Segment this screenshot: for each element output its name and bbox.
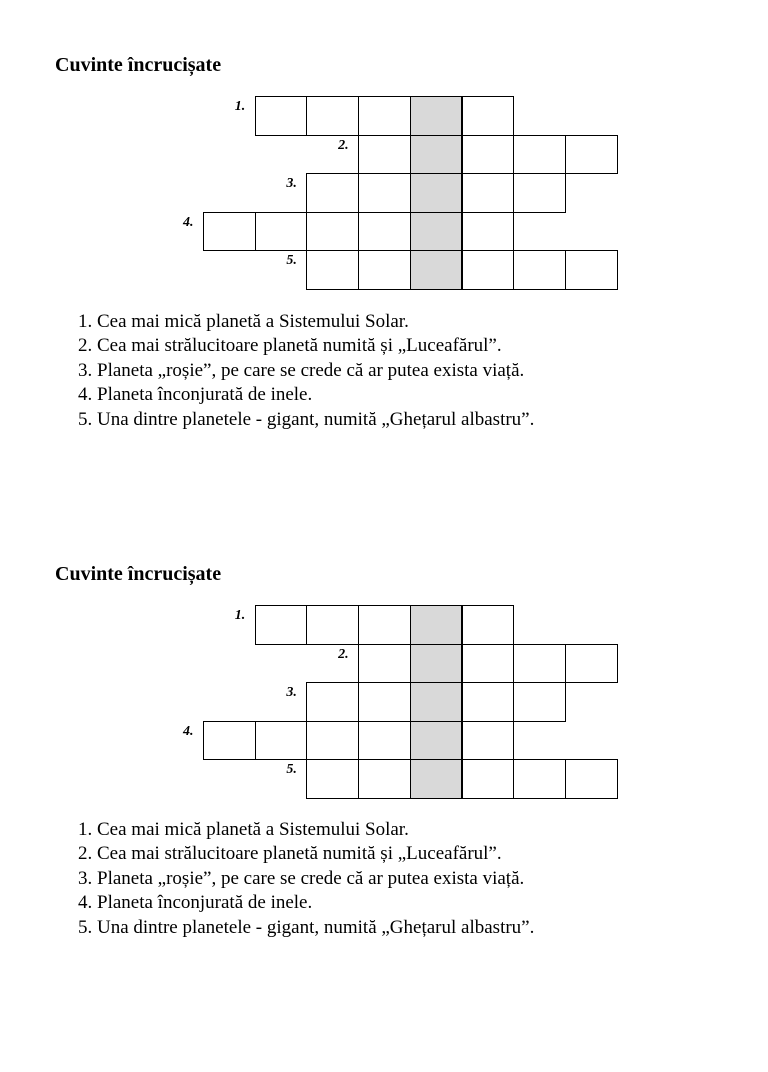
crossword-cell[interactable] xyxy=(358,96,411,136)
crossword-cell[interactable] xyxy=(513,759,566,799)
crossword-cell[interactable] xyxy=(358,173,411,213)
crossword-cell[interactable] xyxy=(255,212,308,252)
row-number: 2. xyxy=(338,137,349,153)
clue-list xyxy=(78,310,534,432)
crossword-cell[interactable] xyxy=(255,721,308,761)
clue-2: 2. Cea mai strălucitoare planetă numită și „Luceafărul”. xyxy=(78,843,502,865)
crossword-key-cell[interactable] xyxy=(410,96,463,136)
row-number: 5. xyxy=(286,253,297,269)
crossword-cell[interactable] xyxy=(462,605,515,645)
crossword-cell[interactable] xyxy=(306,721,359,761)
crossword-cell[interactable] xyxy=(565,135,618,175)
crossword-cell[interactable] xyxy=(203,212,256,252)
crossword-title: Cuvinte încrucișate xyxy=(55,54,222,76)
crossword-cell[interactable] xyxy=(306,173,359,213)
clue-4: 4. Planeta înconjurată de inele. xyxy=(78,384,313,406)
clue-list xyxy=(78,818,534,940)
crossword-cell[interactable] xyxy=(306,605,359,645)
crossword-cell[interactable] xyxy=(255,605,308,645)
crossword-key-cell[interactable] xyxy=(410,721,463,761)
crossword-cell[interactable] xyxy=(462,212,515,252)
crossword-cell[interactable] xyxy=(358,250,411,290)
crossword-key-cell[interactable] xyxy=(410,173,463,213)
crossword-cell[interactable] xyxy=(358,605,411,645)
clue-1: 1. Cea mai mică planetă a Sistemului Solar. xyxy=(78,819,409,840)
crossword-sheet-2 xyxy=(0,562,768,1072)
crossword-key-cell[interactable] xyxy=(410,135,463,175)
crossword-key-cell[interactable] xyxy=(410,250,463,290)
crossword-cell[interactable] xyxy=(306,250,359,290)
crossword-cell[interactable] xyxy=(255,96,308,136)
crossword-cell[interactable] xyxy=(513,682,566,722)
crossword-key-cell[interactable] xyxy=(410,759,463,799)
crossword-key-cell[interactable] xyxy=(410,682,463,722)
crossword-cell[interactable] xyxy=(565,250,618,290)
crossword-cell[interactable] xyxy=(358,682,411,722)
crossword-grid xyxy=(0,562,768,862)
crossword-cell[interactable] xyxy=(513,173,566,213)
crossword-cell[interactable] xyxy=(306,212,359,252)
crossword-cell[interactable] xyxy=(358,721,411,761)
crossword-cell[interactable] xyxy=(203,721,256,761)
crossword-cell[interactable] xyxy=(358,212,411,252)
clue-5: 5. Una dintre planetele - gigant, numită „Ghețarul albastru”. xyxy=(78,408,535,430)
crossword-cell[interactable] xyxy=(513,135,566,175)
crossword-cell[interactable] xyxy=(462,682,515,722)
clue-3: 3. Planeta „roșie”, pe care se crede că ar putea exista viață. xyxy=(78,359,525,381)
crossword-cell[interactable] xyxy=(358,135,411,175)
crossword-cell[interactable] xyxy=(513,250,566,290)
crossword-cell[interactable] xyxy=(462,250,515,290)
crossword-cell[interactable] xyxy=(462,644,515,684)
clue-5: 5. Una dintre planetele - gigant, numită „Ghețarul albastru”. xyxy=(78,916,535,938)
row-number: 4. xyxy=(183,214,194,230)
crossword-key-cell[interactable] xyxy=(410,605,463,645)
crossword-cell[interactable] xyxy=(462,135,515,175)
crossword-cell[interactable] xyxy=(306,682,359,722)
clue-1: 1. Cea mai mică planetă a Sistemului Solar. xyxy=(78,311,409,332)
clue-2: 2. Cea mai strălucitoare planetă numită și „Luceafărul”. xyxy=(78,335,502,357)
crossword-cell[interactable] xyxy=(306,759,359,799)
clue-4: 4. Planeta înconjurată de inele. xyxy=(78,892,313,914)
row-number: 3. xyxy=(286,685,297,701)
crossword-grid xyxy=(0,53,768,353)
crossword-sheet-1 xyxy=(0,53,768,563)
row-number: 2. xyxy=(338,646,349,662)
row-number: 1. xyxy=(234,608,246,623)
crossword-cell[interactable] xyxy=(462,96,515,136)
crossword-title: Cuvinte încrucișate xyxy=(55,563,222,585)
crossword-cell[interactable] xyxy=(462,721,515,761)
row-number: 1. xyxy=(234,99,246,114)
row-number: 5. xyxy=(286,762,297,778)
crossword-cell[interactable] xyxy=(462,173,515,213)
crossword-cell[interactable] xyxy=(358,759,411,799)
crossword-key-cell[interactable] xyxy=(410,644,463,684)
row-number: 3. xyxy=(286,176,297,192)
crossword-cell[interactable] xyxy=(462,759,515,799)
crossword-cell[interactable] xyxy=(513,644,566,684)
crossword-cell[interactable] xyxy=(306,96,359,136)
crossword-cell[interactable] xyxy=(565,644,618,684)
row-number: 4. xyxy=(183,723,194,739)
crossword-key-cell[interactable] xyxy=(410,212,463,252)
crossword-cell[interactable] xyxy=(358,644,411,684)
crossword-cell[interactable] xyxy=(565,759,618,799)
clue-3: 3. Planeta „roșie”, pe care se crede că ar putea exista viață. xyxy=(78,867,525,889)
